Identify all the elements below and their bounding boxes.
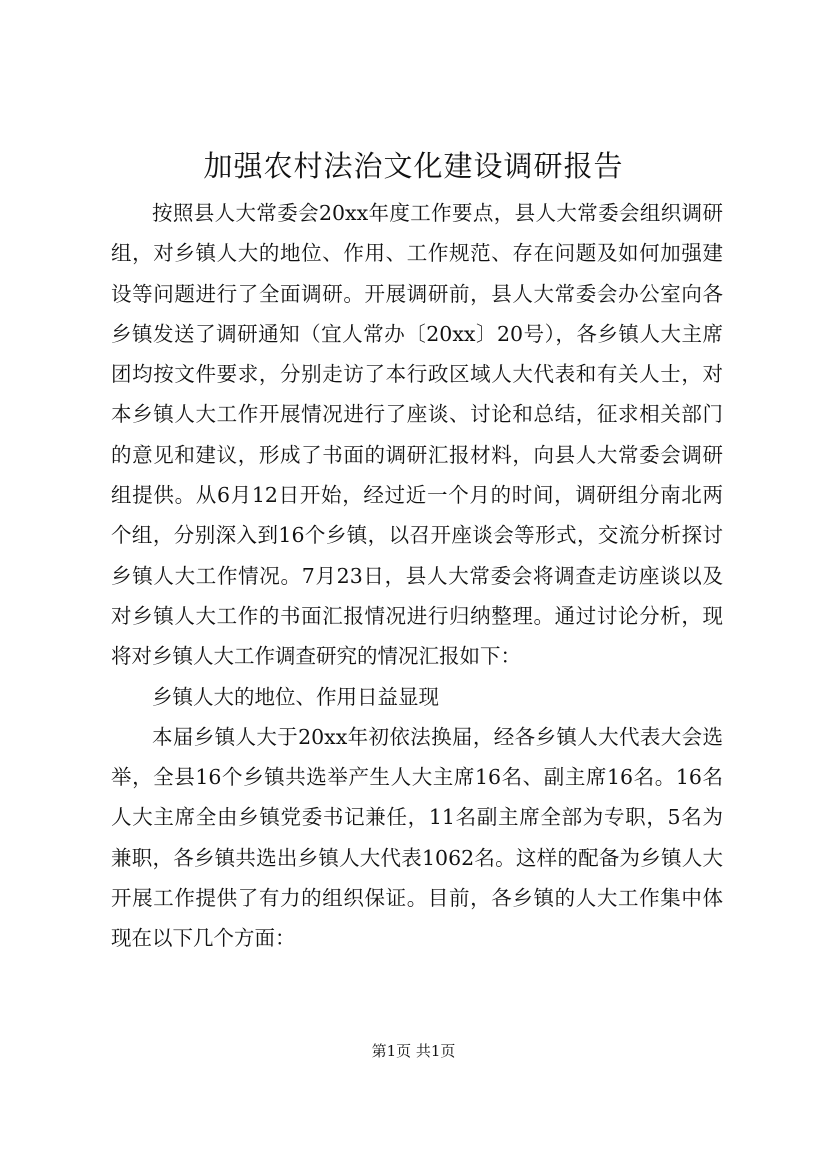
document-body <box>111 193 723 959</box>
section-heading: 乡镇人大的地位、作用日益显现 <box>152 684 439 709</box>
page-footer: 第1页 共1页 <box>371 1042 456 1060</box>
document-title: 加强农村法治文化建设调研报告 <box>203 149 624 183</box>
paragraph-section-1: 本届乡镇人大于20xx年初依法换届，经各乡镇人大代表大会选举，全县16个乡镇共选举产生人大主席16名、副主席16名。16名人大主席全由乡镇党委书记兼任，11名副主席全部为专职，5名为兼职，各乡镇共选出乡镇人大代表1062名。这样的配备为乡镇人大开展工作提供了有力的组织保证。目前，各乡镇的人大工作集中体现在以下几个方面： <box>111 724 723 951</box>
paragraph-intro: 按照县人大常委会20xx年度工作要点，县人大常委会组织调研组，对乡镇人大的地位、作用、工作规范、存在问题及如何加强建设等问题进行了全面调研。开展调研前，县人大常委会办公室向各乡镇发送了调研通知（宜人常办〔20xx〕20号），各乡镇人大主席团均按文件要求，分别走访了本行政区域人大代表和有关人士，对本乡镇人大工作开展情况进行了座谈、讨论和总结，征求相关部门的意见和建议，形成了书面的调研汇报材料，向县人大常委会调研组提供。从6月12日开始，经过近一个月的时间，调研组分南北两个组，分别深入到16个乡镇，以召开座谈会等形式，交流分析探讨乡镇人大工作情况。7月23日，县人大常委会将调查走访座谈以及对乡镇人大工作的书面汇报情况进行归纳整理。通过讨论分析，现将对乡镇人大工作调查研究的情况汇报如下： <box>111 201 723 669</box>
